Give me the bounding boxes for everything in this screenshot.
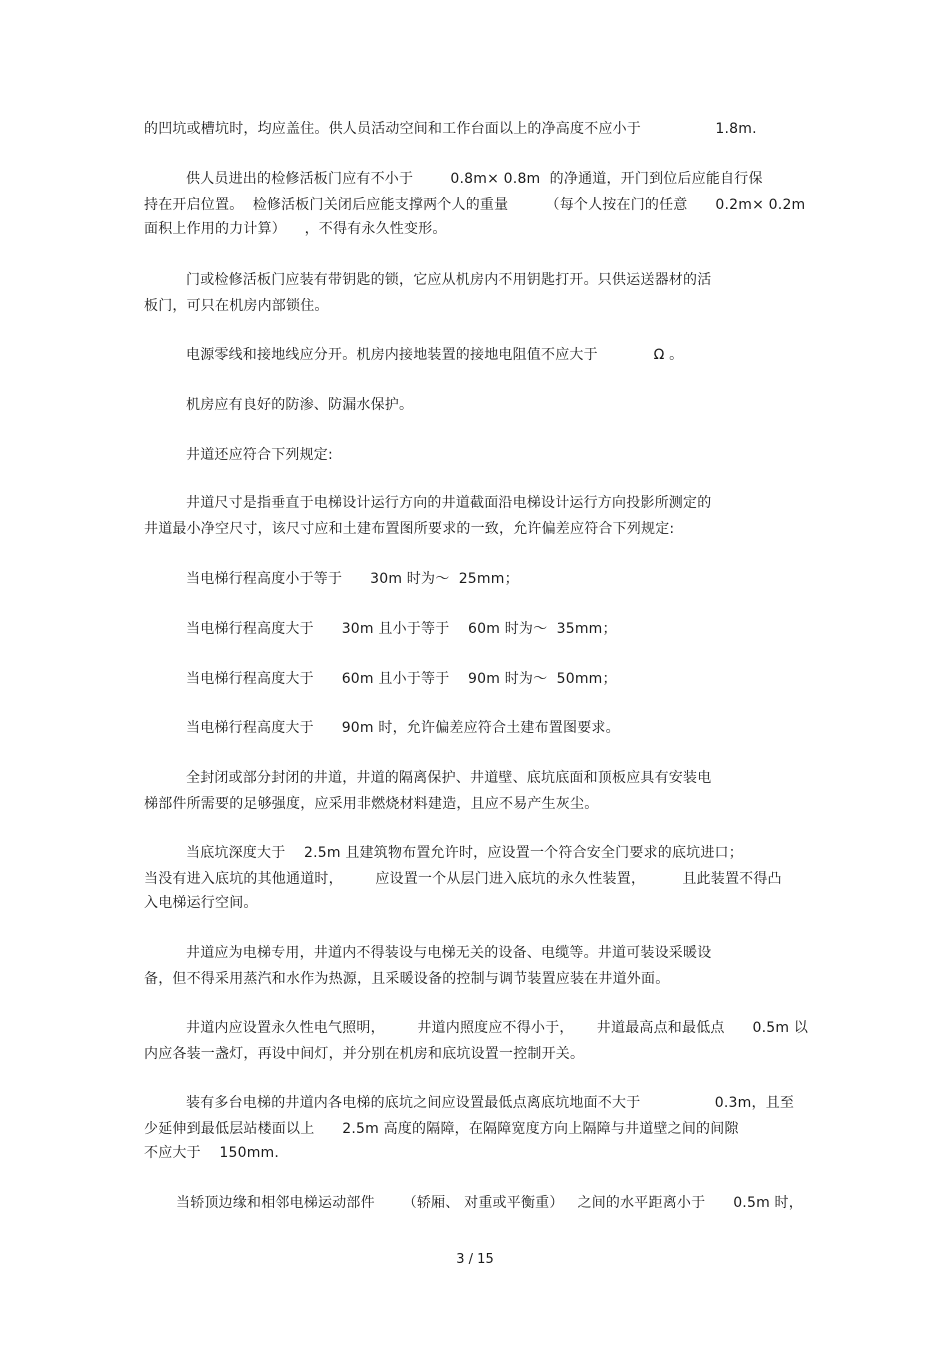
- text-line: 入电梯运行空间。: [144, 895, 258, 911]
- page-number: 3 / 15: [456, 1252, 494, 1267]
- text-line: 电源零线和接地线应分开。机房内接地装置的接地电阻值不应大于 Ω 。: [186, 347, 684, 363]
- text-line: 持在开启位置。 检修活板门关闭后应能支撑两个人的重量 （每个人按在门的任意 0.2m× 0.2m: [144, 197, 806, 213]
- text-line: 当电梯行程高度小于等于 30m 时为～ 25mm；: [186, 571, 519, 587]
- text-line: 不应大于 150mm.: [144, 1145, 280, 1161]
- text-line: 供人员进出的检修活板门应有不小于 0.8m× 0.8m 的净通道，开门到位后应能自行保: [186, 171, 763, 187]
- text-line: 门或检修活板门应装有带钥匙的锁，它应从机房内不用钥匙打开。只供运送器材的活: [186, 272, 712, 288]
- text-line: 少延伸到最低层站楼面以上 2.5m 高度的隔障，在隔障宽度方向上隔障与井道壁之间的间隙: [144, 1121, 739, 1137]
- text-line: 备，但不得采用蒸汽和水作为热源，且采暖设备的控制与调节装置应装在井道外面。: [144, 971, 670, 987]
- text-line: 面积上作用的力计算） ，不得有永久性变形。: [144, 221, 447, 237]
- text-line: 的凹坑或槽坑时，均应盖住。供人员活动空间和工作台面以上的净高度不应小于 1.8m.: [144, 121, 757, 137]
- text-line: 当电梯行程高度大于 30m 且小于等于 60m 时为～ 35mm；: [186, 621, 617, 637]
- text-line: 板门，可只在机房内部锁住。: [144, 298, 329, 314]
- text-line: 当电梯行程高度大于 90m 时，允许偏差应符合土建布置图要求。: [186, 720, 620, 736]
- text-line: 当没有进入底坑的其他通道时， 应设置一个从层门进入底坑的永久性装置， 且此装置不得凸: [144, 871, 782, 887]
- text-line: 井道内应设置永久性电气照明， 井道内照度应不得小于， 井道最高点和最低点 0.5m 以: [186, 1020, 809, 1036]
- text-line: 内应各装一盏灯，再设中间灯，并分别在机房和底坑设置一控制开关。: [144, 1046, 585, 1062]
- text-line: 井道尺寸是指垂直于电梯设计运行方向的井道截面沿电梯设计运行方向投影所测定的: [186, 495, 712, 511]
- text-line: 当轿顶边缘和相邻电梯运动部件 （轿厢、 对重或平衡重） 之间的水平距离小于 0.5m 时，: [176, 1195, 803, 1211]
- text-line: 全封闭或部分封闭的井道，井道的隔离保护、井道壁、底坑底面和顶板应具有安装电: [186, 770, 712, 786]
- text-line: 机房应有良好的防渗、防漏水保护。: [186, 397, 414, 413]
- text-line: 井道还应符合下列规定:: [186, 447, 333, 463]
- text-line: 梯部件所需要的足够强度，应采用非燃烧材料建造，且应不易产生灰尘。: [144, 796, 599, 812]
- text-line: 井道最小净空尺寸，该尺寸应和土建布置图所要求的一致，允许偏差应符合下列规定:: [144, 521, 675, 537]
- text-line: 井道应为电梯专用，井道内不得装设与电梯无关的设备、电缆等。井道可装设采暖设: [186, 945, 712, 961]
- text-line: 装有多台电梯的井道内各电梯的底坑之间应设置最低点离底坑地面不大于 0.3m，且至: [186, 1095, 795, 1111]
- text-line: 当底坑深度大于 2.5m 且建筑物布置允许时，应设置一个符合安全门要求的底坑进口；: [186, 845, 743, 861]
- text-line: 当电梯行程高度大于 60m 且小于等于 90m 时为～ 50mm；: [186, 671, 617, 687]
